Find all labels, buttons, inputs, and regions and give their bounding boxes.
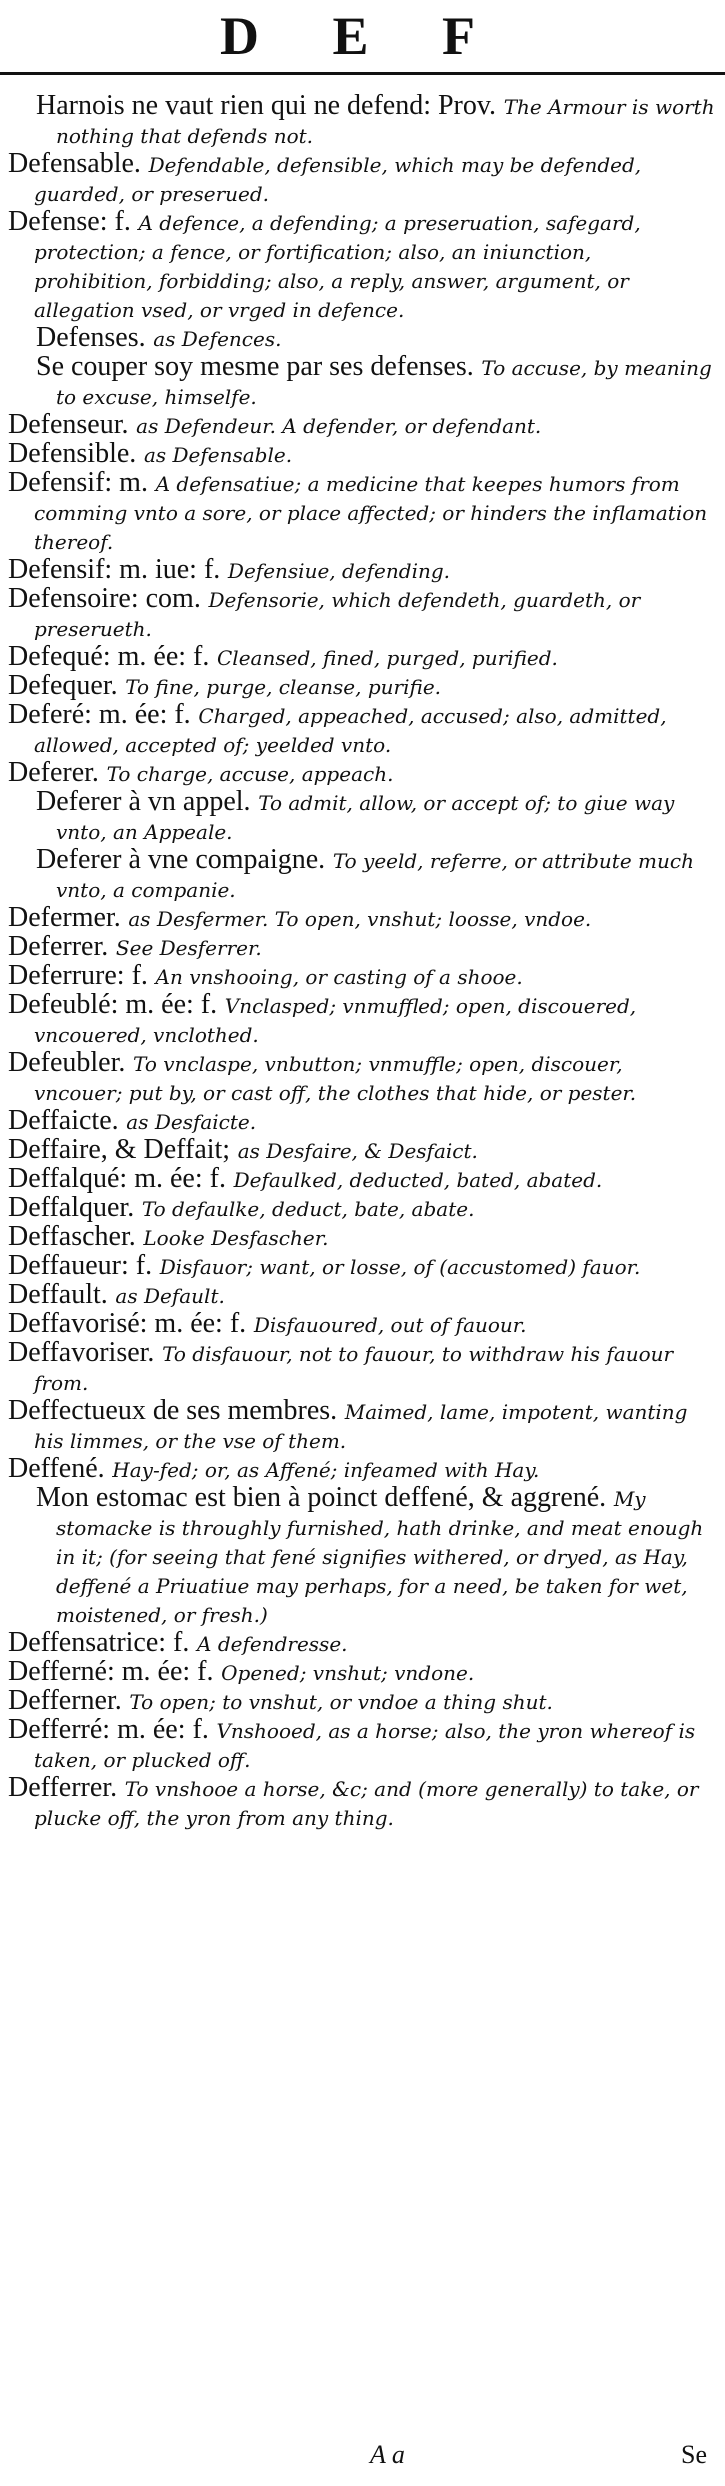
headword: Defensible. — [8, 438, 137, 469]
headword: Defenses. — [36, 322, 146, 353]
dictionary-entry — [0, 1629, 725, 1658]
running-head: D E F — [220, 6, 505, 66]
headword: Defferrer. — [8, 1772, 118, 1803]
gloss: To fine, purge, cleanse, purifie. — [125, 675, 442, 699]
dictionary-entry — [0, 933, 725, 962]
headword: Defensif: m. iue: f. — [8, 554, 221, 585]
gloss: Defensorie, which defendeth, guardeth, or preserueth. — [34, 588, 641, 641]
gloss: To charge, accuse, appeach. — [106, 762, 394, 786]
gloss: as Defences. — [153, 327, 282, 351]
headword: Deferer. — [8, 757, 99, 788]
dictionary-entry — [0, 643, 725, 672]
headword: Defensoire: com. — [8, 583, 201, 614]
dictionary-entry — [0, 353, 725, 411]
dictionary-entry — [0, 556, 725, 585]
gloss: Defaulked, deducted, bated, abated. — [233, 1168, 603, 1192]
gloss: The Armour is worth nothing that defends not. — [56, 95, 715, 148]
dictionary-entry — [0, 1194, 725, 1223]
gloss: To yeeld, referre, or attribute much vnto, a companie. — [56, 849, 694, 902]
gloss: as Default. — [115, 1284, 225, 1308]
dictionary-entry — [0, 759, 725, 788]
gloss: To vnclaspe, vnbutton; vnmuffle; open, discouer, vncouer; put by, or cast off, the clothes that hide, or pester. — [34, 1052, 637, 1105]
gloss: To disfauour, not to fauour, to withdraw his fauour from. — [34, 1342, 674, 1395]
dictionary-entry — [0, 1774, 725, 1832]
gloss: Defendable, defensible, which may be defended, guarded, or preserued. — [34, 153, 642, 206]
gloss: An vnshooing, or casting of a shooe. — [155, 965, 523, 989]
headword: Defenseur. — [8, 409, 129, 440]
catchword: Se — [681, 2440, 707, 2469]
dictionary-entry — [0, 1658, 725, 1687]
gloss: Looke Desfascher. — [143, 1226, 329, 1250]
dictionary-entry — [0, 788, 725, 846]
dictionary-entry — [0, 1484, 725, 1629]
headword: Deffené. — [8, 1453, 105, 1484]
gloss: Opened; vnshut; vndone. — [221, 1661, 475, 1685]
dictionary-entry — [0, 1716, 725, 1774]
dictionary-entries — [0, 92, 725, 1832]
gloss: A defence, a defending; a preseruation, safegard, protection; a fence, or fortification; also, an iniunction, prohibition, forbidding; also, a reply, answer, argument, or allegation vsed, or vrged in defence. — [34, 211, 641, 322]
headword: Deferé: m. ée: f. — [8, 699, 191, 730]
headword: Deffaueur: f. — [8, 1250, 153, 1281]
page-header — [0, 4, 725, 74]
gloss: Charged, appeached, accused; also, admitted, allowed, accepted of; yeelded vnto. — [34, 704, 667, 757]
headword: Defequer. — [8, 670, 118, 701]
headword: Defeubler. — [8, 1047, 126, 1078]
gloss: To defaulke, deduct, bate, abate. — [141, 1197, 475, 1221]
gloss: My stomacke is throughly furnished, hath drinke, and meat enough in it; (for seeing that fené signifies withered, or dryed, as Hay, deffené a Priuatiue may perhaps, for a need, be taken for wet, moistened, or fresh.) — [56, 1487, 704, 1627]
dictionary-entry — [0, 150, 725, 208]
headword: Deferrer. — [8, 931, 109, 962]
gloss: as Desfaicte. — [126, 1110, 257, 1134]
gloss: See Desferrer. — [115, 936, 262, 960]
gloss: To accuse, by meaning to excuse, himselfe. — [56, 356, 712, 409]
gloss: Maimed, lame, impotent, wanting his limmes, or the vse of them. — [34, 1400, 688, 1453]
gloss: To admit, allow, or accept of; to giue way vnto, an Appeale. — [56, 791, 675, 844]
gloss: as Desfermer. To open, vnshut; loosse, vndoe. — [128, 907, 592, 931]
dictionary-entry — [0, 672, 725, 701]
headword: Defequé: m. ée: f. — [8, 641, 210, 672]
headword: Defermer. — [8, 902, 121, 933]
gloss: Vnclasped; vnmuffled; open, discouered, vncouered, vnclothed. — [34, 994, 637, 1047]
dictionary-entry — [0, 962, 725, 991]
gloss: as Desfaire, & Desfaict. — [237, 1139, 478, 1163]
gloss: Cleansed, fined, purged, purified. — [217, 646, 558, 670]
headword: Defeublé: m. ée: f. — [8, 989, 218, 1020]
dictionary-entry — [0, 92, 725, 150]
dictionary-entry — [0, 1165, 725, 1194]
headword: Deferer à vn appel. — [36, 786, 251, 817]
headword: Deffensatrice: f. — [8, 1627, 190, 1658]
dictionary-entry — [0, 1455, 725, 1484]
headword: Defferner. — [8, 1685, 122, 1716]
gloss: A defensatiue; a medicine that keepes humors from comming vnto a sore, or place affected; or hinders the inflamation thereof. — [34, 472, 708, 554]
dictionary-entry — [0, 846, 725, 904]
page-footer — [0, 2440, 725, 2480]
gloss: Vnshooed, as a horse; also, the yron whereof is taken, or plucked off. — [34, 1719, 696, 1772]
gloss: Disfauoured, out of fauour. — [253, 1313, 527, 1337]
headword: Deffalqué: m. ée: f. — [8, 1163, 226, 1194]
headword: Harnois ne vaut rien qui ne defend: Prov. — [36, 90, 497, 121]
dictionary-entry — [0, 411, 725, 440]
dictionary-entry — [0, 1310, 725, 1339]
dictionary-entry — [0, 904, 725, 933]
headword: Deffavorisé: m. ée: f. — [8, 1308, 247, 1339]
dictionary-entry — [0, 1339, 725, 1397]
headword: Defensif: m. — [8, 467, 148, 498]
dictionary-entry — [0, 1107, 725, 1136]
dictionary-entry — [0, 1049, 725, 1107]
dictionary-entry — [0, 1136, 725, 1165]
headword: Deffascher. — [8, 1221, 136, 1252]
gloss: To vnshooe a horse, &c; and (more generally) to take, or plucke off, the yron from any thing. — [34, 1777, 699, 1830]
dictionary-entry — [0, 1223, 725, 1252]
gloss: To open; to vnshut, or vndoe a thing shut. — [129, 1690, 553, 1714]
signature-mark: A a — [370, 2440, 405, 2469]
dictionary-entry — [0, 440, 725, 469]
headword: Mon estomac est bien à poinct deffené, & aggrené. — [36, 1482, 607, 1513]
headword: Deferrure: f. — [8, 960, 148, 991]
headword: Defense: f. — [8, 206, 131, 237]
gloss: Disfauor; want, or losse, of (accustomed) fauor. — [159, 1255, 641, 1279]
gloss: as Defendeur. A defender, or defendant. — [136, 414, 542, 438]
headword: Deffectueux de ses membres. — [8, 1395, 338, 1426]
headword: Defferré: m. ée: f. — [8, 1714, 209, 1745]
headword: Defensable. — [8, 148, 141, 179]
dictionary-entry — [0, 1397, 725, 1455]
headword: Deffaire, & Deffait; — [8, 1134, 231, 1165]
gloss: as Defensable. — [143, 443, 293, 467]
gloss: A defendresse. — [197, 1632, 348, 1656]
dictionary-entry — [0, 1252, 725, 1281]
dictionary-entry — [0, 469, 725, 556]
dictionary-entry — [0, 208, 725, 324]
headword: Deferer à vne compaigne. — [36, 844, 326, 875]
dictionary-entry — [0, 585, 725, 643]
dictionary-entry — [0, 701, 725, 759]
headword: Deffault. — [8, 1279, 108, 1310]
dictionary-entry — [0, 324, 725, 353]
dictionary-entry — [0, 1281, 725, 1310]
headword: Se couper soy mesme par ses defenses. — [36, 351, 474, 382]
headword: Deffaicte. — [8, 1105, 119, 1136]
dictionary-entry — [0, 1687, 725, 1716]
dictionary-entry — [0, 991, 725, 1049]
headword: Deffavoriser. — [8, 1337, 155, 1368]
headword: Deffalquer. — [8, 1192, 135, 1223]
headword: Defferné: m. ée: f. — [8, 1656, 214, 1687]
header-rule — [0, 72, 725, 75]
gloss: Hay-fed; or, as Affené; infeamed with Hay. — [112, 1458, 540, 1482]
gloss: Defensiue, defending. — [227, 559, 451, 583]
